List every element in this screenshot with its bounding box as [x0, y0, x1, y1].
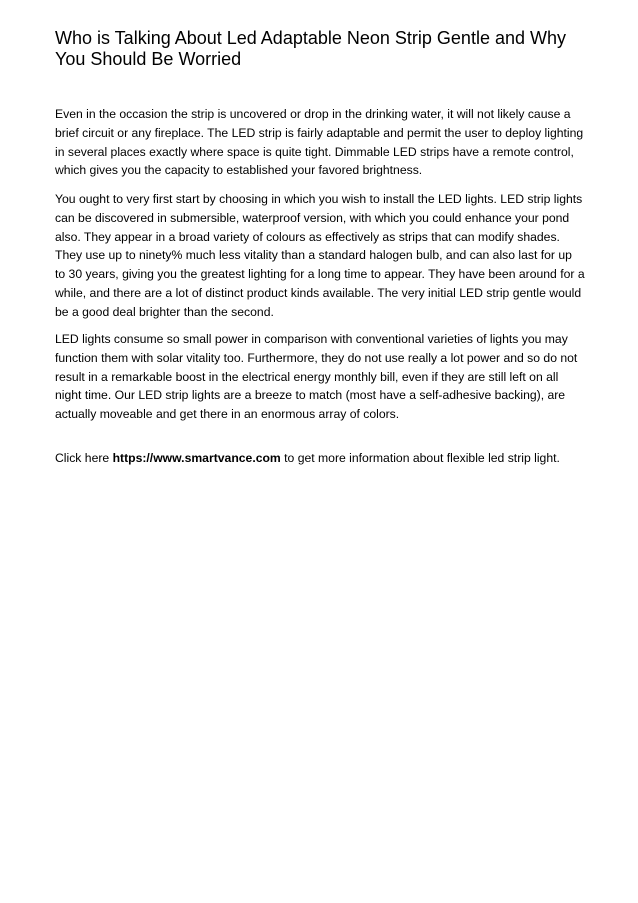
page-title: Who is Talking About Led Adaptable Neon Strip Gentle and Why You Should Be Worried	[55, 28, 566, 69]
call-to-action-paragraph	[55, 449, 585, 468]
paragraph-2: You ought to very first start by choosing in which you wish to install the LED lights. LED strip lights can be discovered in submersible, waterproof version, with which you could enhance your pond also. They appear in a broad variety of colours as effectively as strips that can modify shades. They use up to ninety% much less vitality than a standard halogen bulb, and can also last for up to 30 years, giving you the greatest lighting for a long time to appear. They have been around for a while, and there are a lot of distinct product kinds available. The very initial LED strip gentle would be a good deal brighter than the second.	[55, 192, 585, 319]
paragraph-1: Even in the occasion the strip is uncovered or drop in the drinking water, it will not likely cause a brief circuit or any fireplace. The LED strip is fairly adaptable and permit the user to deploy lighting in several places exactly where space is quite tight. Dimmable LED strips have a remote control, which gives you the capacity to established your favored brightness.	[55, 107, 584, 178]
smartvance-link[interactable]: https://www.smartvance.com	[112, 451, 281, 465]
cta-prefix: Click here	[55, 451, 113, 465]
cta-suffix: to get more information about flexible led strip light.	[280, 451, 560, 465]
paragraph-3: LED lights consume so small power in comparison with conventional varieties of lights you may function them with solar vitality too. Furthermore, they do not use really a lot power and so do not result in a remarkable boost in the electrical energy monthly bill, even if they are still left on all night time. Our LED strip lights are a breeze to match (most have a self-adhesive backing), are actually moveable and get there in an enormous array of colors.	[55, 332, 578, 422]
